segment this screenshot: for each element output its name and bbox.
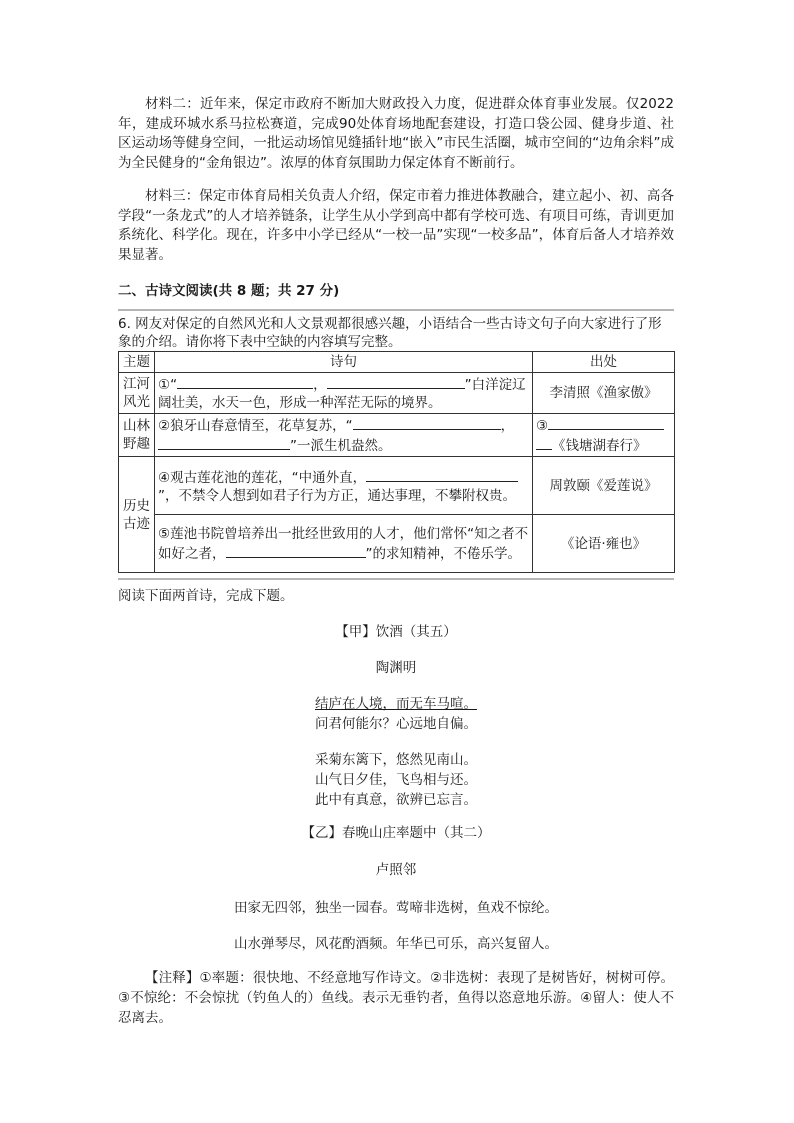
poem-one-title: 【甲】饮酒（其五） (335, 624, 457, 640)
row-theme: 历史古迹 (119, 457, 155, 573)
row-theme: 山林野趣 (119, 414, 155, 457)
table-row (119, 457, 675, 515)
verse-separator: ， (500, 418, 515, 434)
verse-suffix: ”的求知精神，不倦乐学。 (365, 545, 521, 562)
reading-instruction: 阅读下面两首诗，完成下题。 (118, 588, 294, 604)
source-prefix: ③ (536, 418, 549, 434)
poetry-table (118, 351, 675, 573)
table-row (119, 414, 675, 457)
verse-suffix: ”白洋淀辽阔壮美，水天一色，形成一种浑茫无际的境界。 (158, 377, 526, 411)
annotation-note: 【注释】①率题：很快地、不经意地写作诗文。②非选树：表现了是树皆好，树树可停。③不惊纶：不会惊扰（钓鱼人的）鱼线。表示无垂钓者，鱼得以恣意地乐游。④留人：使人不忍离去。 (118, 970, 674, 1026)
bottom-divider (118, 578, 674, 580)
header-verse: 诗句 (155, 352, 533, 373)
poem-one-line: 结庐在人境，而无车马喧。 (315, 696, 477, 712)
poem-two-title: 【乙】春晚山庄率题中（其二） (301, 825, 491, 841)
row-verse (155, 457, 533, 515)
top-divider (118, 309, 674, 311)
row-verse (155, 414, 533, 457)
answer-blank[interactable] (158, 435, 290, 450)
answer-blank[interactable] (536, 435, 552, 450)
answer-blank[interactable] (353, 415, 501, 430)
table-row (119, 515, 675, 573)
answer-blank[interactable] (548, 415, 664, 430)
verse-suffix: ”，不禁令人想到如君子行为方正，通达事理，不攀附权贵。 (158, 487, 516, 504)
row-theme: 江河风光 (119, 373, 155, 414)
poem-two-author: 卢照邻 (375, 862, 417, 878)
verse-prefix: ①“ (158, 377, 178, 393)
header-theme: 主题 (119, 352, 155, 373)
material-three: 材料三：保定市体育局相关负责人介绍，保定市着力推进体教融合，建立起小、初、高各学段“一条龙式”的人才培养链条，让学生从小学到高中都有学校可选、有项目可练，青训更加系统化、科学化。现在，许多中小学已经从“一校一品”实现“一校多品”，体育后备人才培养效果显著。 (118, 188, 674, 263)
verse-prefix: ④观古莲花池的莲花，“中通外直， (158, 469, 367, 486)
material-two: 材料二：近年来，保定市政府不断加大财政投入力度，促进群众体育事业发展。仅2022年，建成环城水系马拉松赛道，完成90处体育场地配套建设，打造口袋公园、健身步道、社区运动场等健身空间，一批运动场馆见缝插针地“嵌入”市民生活圈，城市空间的“边角余料”成为全民健身的“金角银边”。浓厚的体育氛围助力保定体育不断前行。 (118, 96, 674, 171)
row-source: 《论语·雍也》 (533, 515, 675, 573)
answer-blank[interactable] (226, 543, 366, 558)
section-two-title: 二、古诗文阅读(共 8 题；共 27 分) (118, 283, 340, 299)
table-row (119, 373, 675, 414)
table-header-row (119, 352, 675, 373)
poem-one-line: 采菊东篱下，悠然见南山。 (315, 752, 477, 768)
poem-one-line: 山气日夕佳，飞鸟相与还。 (315, 772, 477, 788)
verse-prefix: ⑤莲池书院曾培养出一批经世致用的人才，他们常怀“知之者不如好之者， (158, 525, 529, 562)
row-source (533, 414, 675, 457)
answer-blank[interactable] (327, 374, 465, 389)
poem-one-author: 陶渊明 (375, 660, 417, 676)
answer-blank[interactable] (177, 374, 313, 389)
answer-blank[interactable] (366, 467, 518, 482)
poem-one-line: 问君何能尔？心远地自偏。 (315, 716, 477, 732)
verse-prefix: ②狼牙山春意情至，花草复苏，“ (158, 418, 353, 434)
header-source: 出处 (533, 352, 675, 373)
verse-suffix: ”一派生机盎然。 (290, 438, 392, 454)
verse-separator: ， (313, 377, 327, 393)
row-source: 李清照《渔家傲》 (533, 373, 675, 414)
poem-two-line: 山水弹琴尽，风花酌酒频。年华已可乐，高兴复留人。 (234, 936, 558, 952)
poem-one-line: 此中有真意，欲辨已忘言。 (315, 792, 477, 808)
question-six-intro: 6. 网友对保定的自然风光和人文景观都很感兴趣，小语结合一些古诗文句子向大家进行了形象的介绍。请你将下表中空缺的内容填写完整。 (118, 316, 662, 350)
row-verse (155, 373, 533, 414)
row-verse (155, 515, 533, 573)
source-suffix: 《钱塘湖春行》 (552, 438, 647, 454)
poem-two-line: 田家无四邻，独坐一园春。莺啼非选树，鱼戏不惊纶。 (234, 900, 558, 916)
row-source: 周敦颐《爱莲说》 (533, 457, 675, 515)
